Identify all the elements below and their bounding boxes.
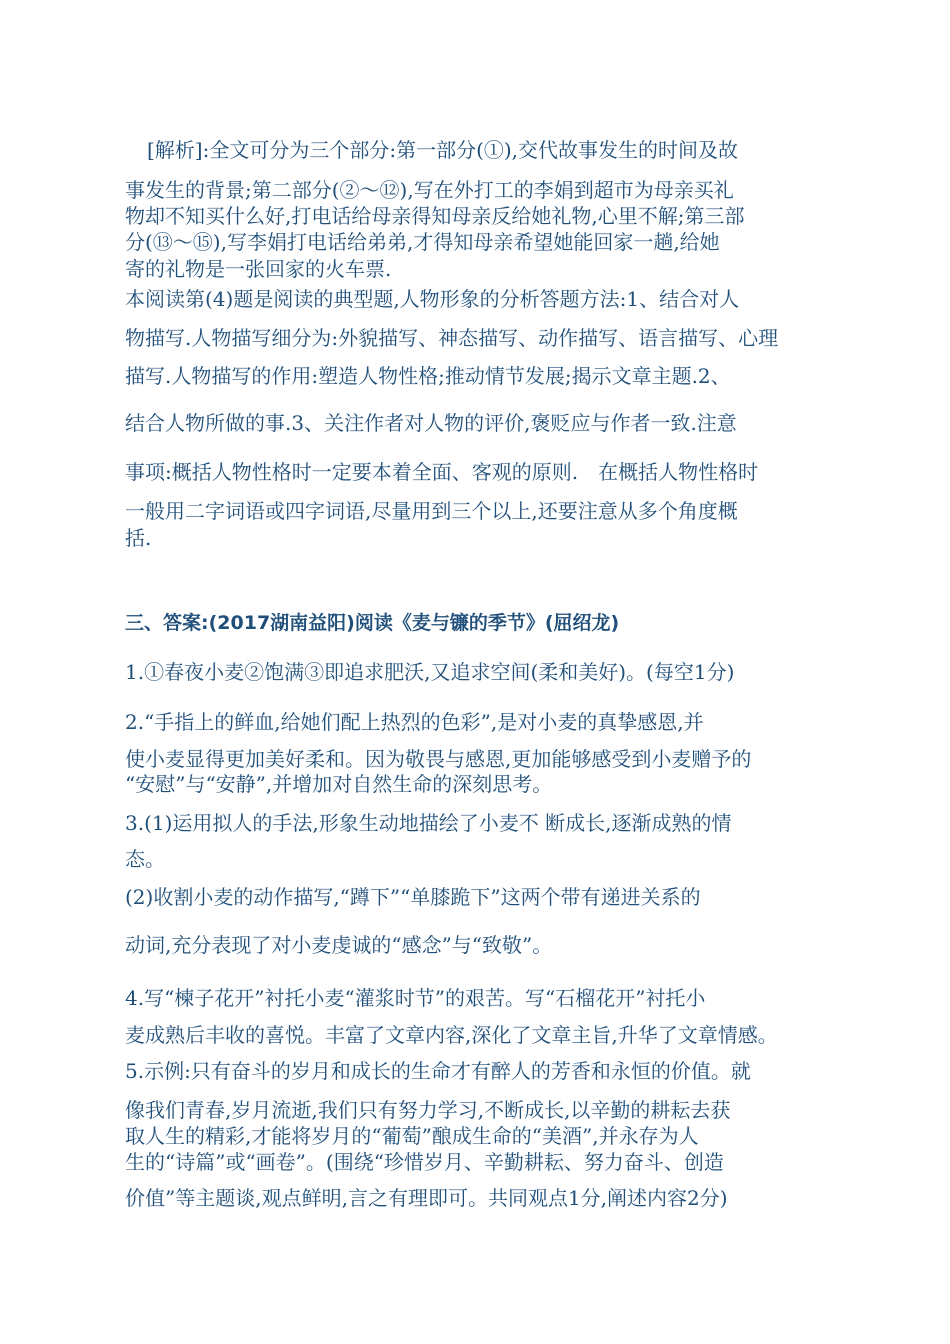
- answer-line: 生的“诗篇”或“画卷”。(围绕“珍惜岁月、辛勤耕耘、努力奋斗、创造: [125, 1150, 724, 1174]
- analysis-line: 一般用二字词语或四字词语,尽量用到三个以上,还要注意从多个角度概: [125, 499, 738, 523]
- analysis-line: 物描写.人物描写细分为:外貌描写、神态描写、动作描写、语言描写、心理: [125, 326, 779, 350]
- analysis-line: 物却不知买什么好,打电话给母亲得知母亲反给她礼物,心里不解;第三部: [125, 204, 745, 228]
- answer-line: (2)收割小麦的动作描写,“蹲下”“单膝跪下”这两个带有递进关系的: [125, 885, 701, 909]
- answer-line: 麦成熟后丰收的喜悦。丰富了文章内容,深化了文章主旨,升华了文章情感。: [125, 1023, 778, 1047]
- analysis-line: 事发生的背景;第二部分(②～⑫),写在外打工的李娟到超市为母亲买礼: [125, 178, 734, 202]
- answer-line: 5.示例:只有奋斗的岁月和成长的生命才有醉人的芳香和永恒的价值。就: [125, 1059, 751, 1083]
- answer-line: 4.写“楝子花开”衬托小麦“灌浆时节”的艰苦。写“石榴花开”衬托小: [125, 986, 706, 1010]
- answer-line: “安慰”与“安静”,并增加对自然生命的深刻思考。: [125, 772, 553, 796]
- answer-line: 动词,充分表现了对小麦虔诚的“感念”与“致敬”。: [125, 933, 553, 957]
- answer-line: 使小麦显得更加美好柔和。因为敬畏与感恩,更加能够感受到小麦赠予的: [125, 747, 752, 771]
- answer-line: 2.“手指上的鲜血,给她们配上热烈的色彩”,是对小麦的真挚感恩,并: [125, 710, 704, 734]
- analysis-line: 分(⑬～⑮),写李娟打电话给弟弟,才得知母亲希望她能回家一趟,给她: [125, 230, 720, 254]
- analysis-line: 结合人物所做的事.3、关注作者对人物的评价,褒贬应与作者一致.注意: [125, 411, 737, 435]
- answer-line: 像我们青春,岁月流逝,我们只有努力学习,不断成长,以辛勤的耕耘去获: [125, 1098, 731, 1122]
- answer-line: 1.①春夜小麦②饱满③即追求肥沃,又追求空间(柔和美好)。(每空1分): [125, 660, 735, 684]
- answer-line: 取人生的精彩,才能将岁月的“葡萄”酿成生命的“美酒”,并永存为人: [125, 1124, 699, 1148]
- answer-line: 3.(1)运用拟人的手法,形象生动地描绘了小麦不 断成长,逐渐成熟的情: [125, 811, 732, 835]
- answer-line: 价值”等主题谈,观点鲜明,言之有理即可。共同观点1分,阐述内容2分): [125, 1186, 728, 1210]
- analysis-line: 寄的礼物是一张回家的火车票.: [125, 257, 392, 281]
- analysis-line: 事项:概括人物性格时一定要本着全面、客观的原则. 在概括人物性格时: [125, 460, 759, 484]
- analysis-line: [解析]:全文可分为三个部分:第一部分(①),交代故事发生的时间及故: [147, 138, 739, 162]
- analysis-line: 描写.人物描写的作用:塑造人物性格;推动情节发展;揭示文章主题.2、: [125, 364, 731, 388]
- analysis-line: 括.: [125, 526, 152, 550]
- answer-line: 态。: [125, 847, 165, 871]
- analysis-line: 本阅读第(4)题是阅读的典型题,人物形象的分析答题方法:1、结合对人: [125, 287, 740, 311]
- section-heading: 三、答案:(2017湖南益阳)阅读《麦与镰的季节》(屈绍龙): [125, 612, 620, 634]
